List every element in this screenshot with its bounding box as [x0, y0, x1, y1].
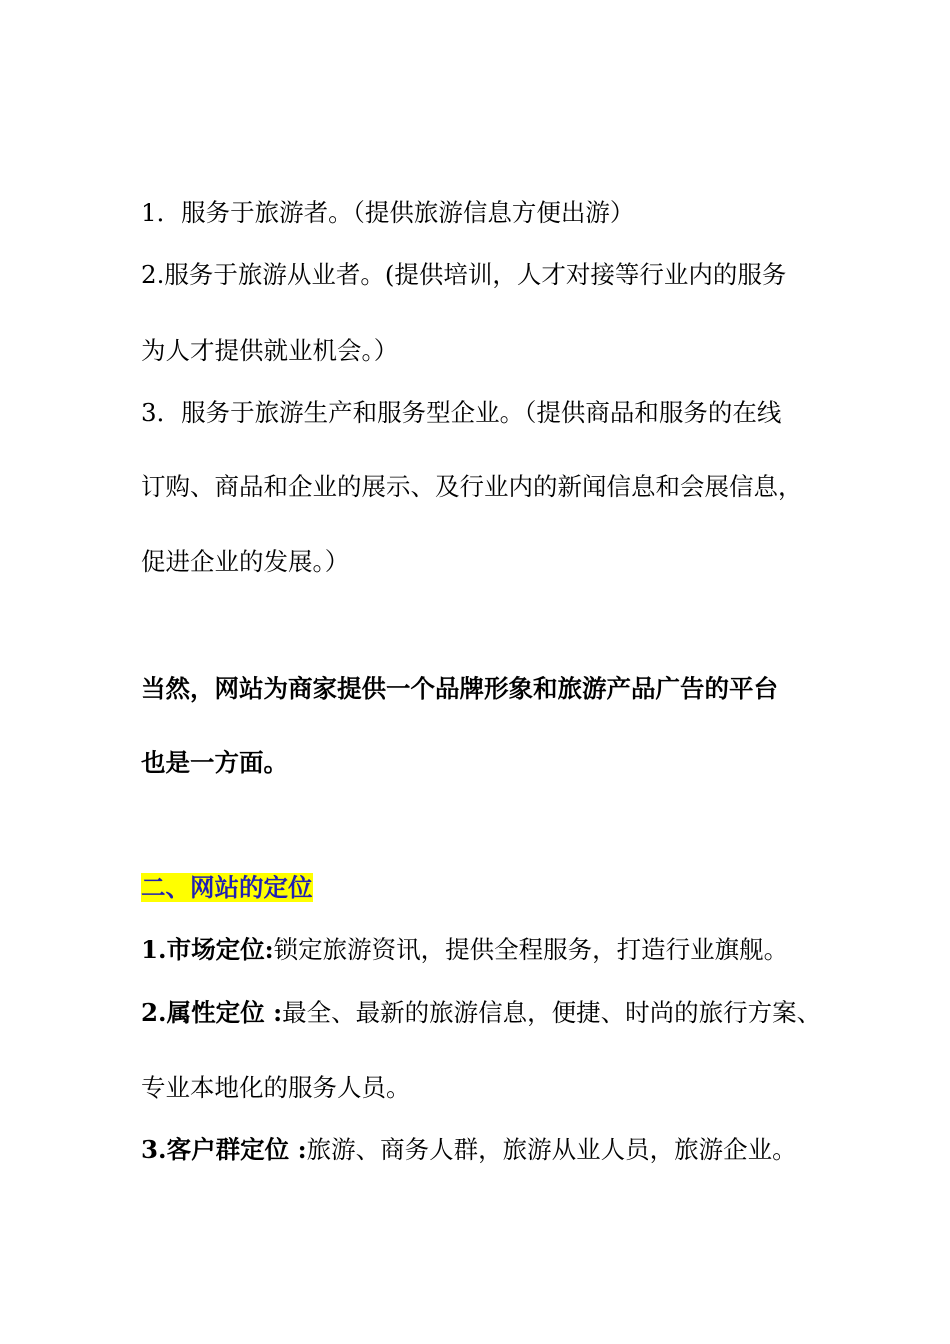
- positioning-item-3: [141, 1134, 797, 1166]
- section-heading: [141, 872, 313, 904]
- positioning-item-1-text: 锁定旅游资讯，提供全程服务，打造行业旗舰。: [273, 935, 789, 964]
- positioning-item-2: [141, 997, 821, 1029]
- positioning-item-2-text: 最全、最新的旅游信息，便捷、时尚的旅行方案、: [282, 998, 822, 1027]
- service-item-3-line-2: 订购、商品和企业的展示、及行业内的新闻信息和会展信息，: [141, 472, 803, 501]
- service-item-1: 1．服务于旅游者。（提供旅游信息方便出游）: [141, 198, 635, 227]
- positioning-item-1: [141, 934, 788, 966]
- positioning-item-3-text: 旅游、商务人群，旅游从业人员，旅游企业。: [306, 1135, 797, 1164]
- note-line-1: 当然，网站为商家提供一个品牌形象和旅游产品广告的平台: [141, 674, 778, 703]
- note-line-2: 也是一方面。: [141, 748, 288, 777]
- service-item-2-line-2: 为人才提供就业机会。）: [141, 336, 399, 365]
- service-item-3-line-1: 3．服务于旅游生产和服务型企业。（提供商品和服务的在线: [141, 398, 782, 427]
- positioning-item-3-label: 3.客户群定位 :: [141, 1135, 307, 1164]
- positioning-item-1-label: 1.市场定位:: [141, 935, 274, 964]
- service-item-3-line-3: 促进企业的发展。）: [141, 547, 350, 576]
- service-item-2-line-1: 2.服务于旅游从业者。(提供培训，人才对接等行业内的服务: [141, 260, 787, 289]
- positioning-item-2-label: 2.属性定位 :: [141, 998, 283, 1027]
- positioning-item-2-line-2: 专业本地化的服务人员。: [141, 1073, 411, 1102]
- section-heading-text: 二、网站的定位: [141, 873, 313, 902]
